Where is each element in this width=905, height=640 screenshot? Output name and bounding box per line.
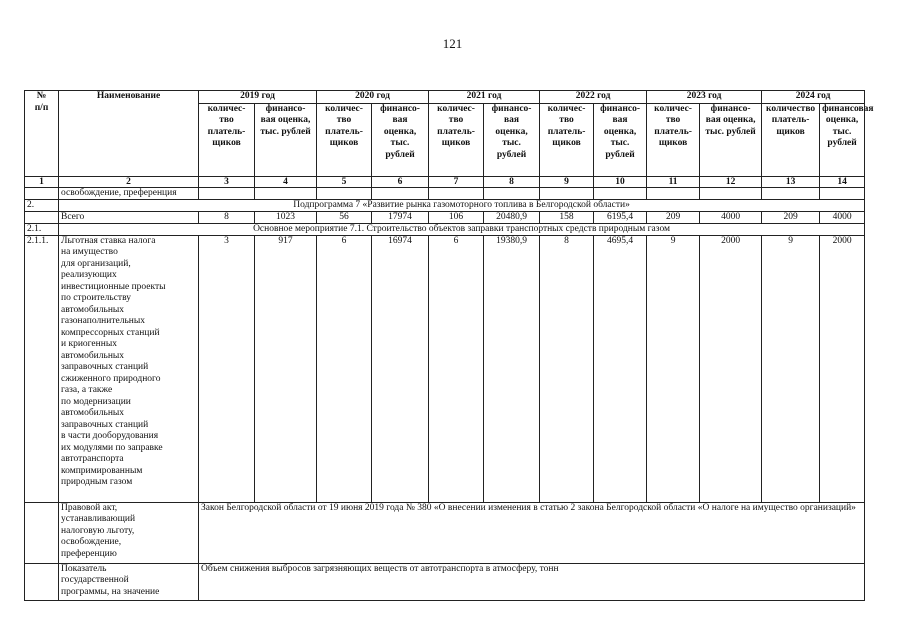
header-sub-finance: финансо- вая оценка, тыс. рублей: [594, 103, 647, 176]
column-index: 14: [820, 176, 865, 187]
column-index: 7: [429, 176, 484, 187]
value-cell: 4000: [700, 211, 762, 223]
value-cell: 6: [317, 235, 372, 502]
header-year-2020: 2020 год: [317, 91, 429, 104]
header-sub-count: количес- тво платель- щиков: [429, 103, 484, 176]
empty-cell: [25, 187, 59, 199]
header-num: № п/п: [25, 91, 59, 177]
value-cell: 2000: [820, 235, 865, 502]
column-index: 10: [594, 176, 647, 187]
empty-cell: [25, 563, 59, 600]
column-index: 5: [317, 176, 372, 187]
header-year-2024: 2024 год: [762, 91, 865, 104]
empty-cell: [820, 187, 865, 199]
value-cell: 20480,9: [484, 211, 540, 223]
main-activity-title: Основное мероприятие 7.1. Строительство объектов заправки транспортных средств природным газом: [59, 223, 865, 235]
value-cell: 6: [429, 235, 484, 502]
value-cell: 4000: [820, 211, 865, 223]
table-row: [25, 199, 865, 211]
table-row: [25, 235, 865, 502]
header-row-years: [25, 91, 865, 104]
value-cell: 9: [762, 235, 820, 502]
empty-cell: [199, 187, 255, 199]
header-sub-finance: финансо- вая оценка, тыс. рублей: [484, 103, 540, 176]
tax-benefits-table-wrapper: [24, 90, 874, 601]
table-row: [25, 211, 865, 223]
header-sub-finance: финансо- вая оценка, тыс. рублей: [255, 103, 317, 176]
column-index: 4: [255, 176, 317, 187]
header-sub-count: количес- тво платель- щиков: [317, 103, 372, 176]
value-cell: 4695,4: [594, 235, 647, 502]
row-name: Показатель государственной программы, на значение: [59, 563, 199, 600]
tax-benefits-table: [24, 90, 874, 601]
column-index: 1: [25, 176, 59, 187]
table-row: [25, 502, 865, 563]
column-index: 2: [59, 176, 199, 187]
empty-cell: [372, 187, 429, 199]
row-number: 2.1.1.: [25, 235, 59, 502]
value-cell: 8: [540, 235, 594, 502]
header-sub-finance: финансо- вая оценка, тыс. рублей: [372, 103, 429, 176]
value-cell: 17974: [372, 211, 429, 223]
row-name: Правовой акт, устанавливающий налоговую льготу, освобождение, преференцию: [59, 502, 199, 563]
empty-cell: [317, 187, 372, 199]
value-cell: 2000: [700, 235, 762, 502]
value-cell: 56: [317, 211, 372, 223]
value-cell: 3: [199, 235, 255, 502]
header-sub-count: количес- тво платель- щиков: [199, 103, 255, 176]
row-name: Льготная ставка налога на имущество для организаций, реализующих инвестиционные проекты по строительству автомобильных газонаполнительных компрессорных станций и криогенных автомобильных заправочных станций сжиженного природного газа, а также по модернизации автомобильных заправочных станций в части дооборудования их модулями по заправке автотранспорта компримированным природным газом: [59, 235, 199, 502]
row-name: освобождение, преференция: [59, 187, 199, 199]
indicator-text: Объем снижения выбросов загрязняющих веществ от автотранспорта в атмосферу, тонн: [199, 563, 865, 600]
value-cell: 209: [762, 211, 820, 223]
empty-cell: [762, 187, 820, 199]
table-row: [25, 563, 865, 600]
empty-cell: [647, 187, 700, 199]
empty-cell: [25, 502, 59, 563]
table-row: [25, 187, 865, 199]
row-name: Всего: [59, 211, 199, 223]
header-sub-count: количес- тво платель- щиков: [540, 103, 594, 176]
header-sub-finance: финансовая оценка, тыс. рублей: [820, 103, 865, 176]
header-year-2022: 2022 год: [540, 91, 647, 104]
header-sub-count: количес- тво платель- щиков: [647, 103, 700, 176]
page-number: 121: [442, 36, 463, 51]
value-cell: 917: [255, 235, 317, 502]
column-index-row: [25, 176, 865, 187]
value-cell: 16974: [372, 235, 429, 502]
empty-cell: [25, 211, 59, 223]
header-sub-finance: финансо- вая оценка, тыс. рублей: [700, 103, 762, 176]
header-year-2021: 2021 год: [429, 91, 540, 104]
column-index: 11: [647, 176, 700, 187]
empty-cell: [700, 187, 762, 199]
subprogram-title: Подпрограмма 7 «Развитие рынка газомоторного топлива в Белгородской области»: [59, 199, 865, 211]
column-index: 6: [372, 176, 429, 187]
legal-act-text: Закон Белгородской области от 19 июня 2019 года № 380 «О внесении изменения в статью 2 закона Белгородской области «О налоге на имущество организаций»: [199, 502, 865, 563]
header-year-2019: 2019 год: [199, 91, 317, 104]
value-cell: 8: [199, 211, 255, 223]
column-index: 9: [540, 176, 594, 187]
value-cell: 1023: [255, 211, 317, 223]
column-index: 3: [199, 176, 255, 187]
header-year-2023: 2023 год: [647, 91, 762, 104]
value-cell: 9: [647, 235, 700, 502]
column-index: 8: [484, 176, 540, 187]
value-cell: 19380,9: [484, 235, 540, 502]
empty-cell: [594, 187, 647, 199]
value-cell: 106: [429, 211, 484, 223]
header-name: Наименование: [59, 91, 199, 177]
row-number: 2.1.: [25, 223, 59, 235]
column-index: 12: [700, 176, 762, 187]
header-sub-count: количество платель- щиков: [762, 103, 820, 176]
empty-cell: [540, 187, 594, 199]
row-number: 2.: [25, 199, 59, 211]
empty-cell: [255, 187, 317, 199]
table-row: [25, 223, 865, 235]
empty-cell: [484, 187, 540, 199]
value-cell: 158: [540, 211, 594, 223]
value-cell: 6195,4: [594, 211, 647, 223]
column-index: 13: [762, 176, 820, 187]
value-cell: 209: [647, 211, 700, 223]
empty-cell: [429, 187, 484, 199]
